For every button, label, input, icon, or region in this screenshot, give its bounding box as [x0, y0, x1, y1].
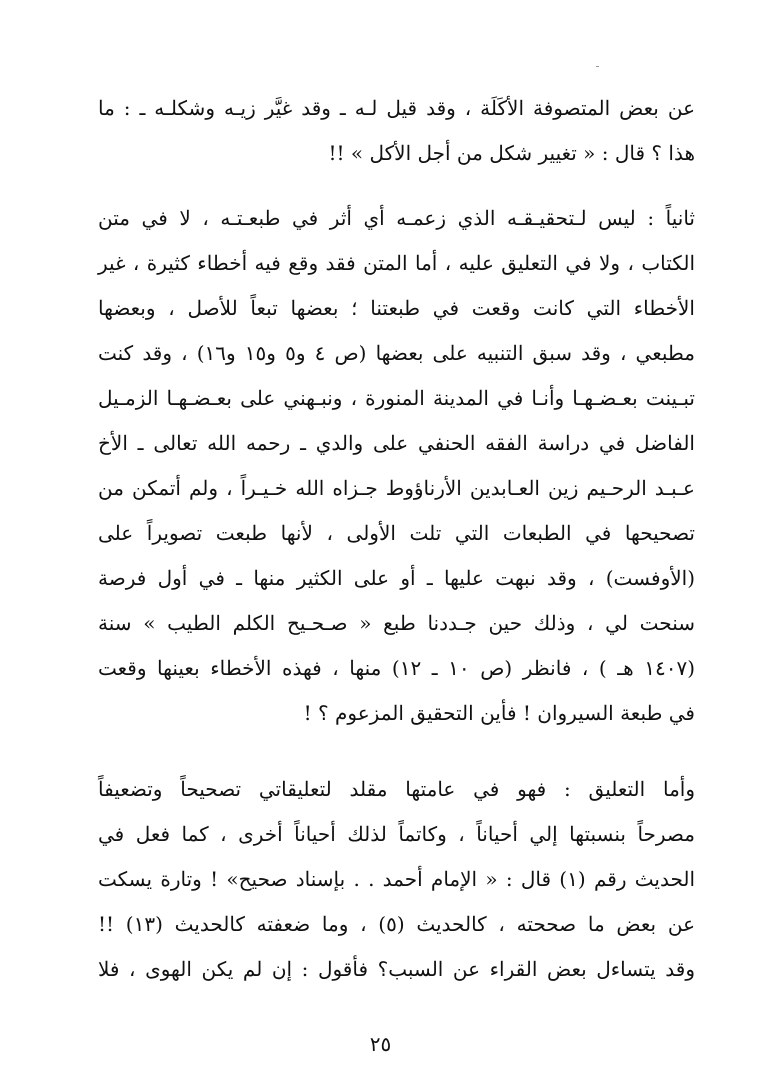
- text-line: سنحت لي ، وذلك حين جـددنا طبع « صـحـيح الكلم الطيب » سنة: [98, 611, 695, 635]
- text-line: عـبـد الرحـيم زين العـابدين الأرناؤوط جـزاه الله خـيـراً ، ولم أتمكن من: [98, 476, 695, 500]
- text-line: مصرحاً بنسبتها إلي أحياناً ، وكاتماً لذلك أحياناً أخرى ، كما فعل في: [98, 822, 695, 846]
- text-line: الفاضل في دراسة الفقه الحنفي على والدي ـ رحمه الله تعالى ـ الأخ: [98, 431, 695, 455]
- paragraph-2: [98, 196, 695, 736]
- text-line: تصحيحها في الطبعات التي تلت الأولى ، لأنها طبعت تصويراً على: [98, 521, 695, 545]
- text-line: الأخطاء التي كانت وقعت في طبعتنا ؛ بعضها تبعاً للأصل ، وبعضها: [98, 296, 695, 320]
- text-line: (الأوفست) ، وقد نبهت عليها ـ أو على الكثير منها ـ في أول فرصة: [98, 566, 695, 590]
- text-line: مطبعي ، وقد سبق التنبيه على بعضها (ص ٤ و٥ و١٥ و١٦) ، وقد كنت: [98, 341, 696, 365]
- text-line: (١٤٠٧ هـ ) ، فانظر (ص ١٠ ـ ١٢) منها ، فهذه الأخطاء بعينها وقعت: [98, 656, 696, 680]
- paragraph-3: [98, 767, 695, 992]
- text-line: تبـينت بعـضـهـا وأنـا في المدينة المنورة ، ونبـهني على بعـضـهـا الزمـيل: [98, 386, 695, 410]
- text-line: عن بعض ما صححته ، كالحديث (٥) ، وما ضعفته كالحديث (١٣) !!: [98, 912, 696, 936]
- text-line: الكتاب ، ولا في التعليق عليه ، أما المتن فقد وقع فيه أخطاء كثيرة ، غير: [98, 251, 695, 275]
- text-line: هذا ؟ قال : « تغيير شكل من أجل الأكل » !!: [328, 141, 695, 165]
- print-speck: [596, 66, 599, 67]
- paragraph-1: [98, 86, 695, 176]
- text-line: ثانياً : ليس لـتحقيـقـه الذي زعمـه أي أثر في طبعـتـه ، لا في متن: [98, 206, 695, 230]
- text-line: في طبعة السيروان ! فأين التحقيق المزعوم ؟ !: [303, 701, 695, 725]
- text-line: عن بعض المتصوفة الأكَلَة ، وقد قيل لـه ـ وقد غيَّر زيـه وشكلـه ـ : ما: [98, 96, 695, 120]
- text-line: وأما التعليق : فهو في عامتها مقلد لتعليقاتي تصحيحاً وتضعيفاً: [98, 777, 695, 801]
- text-line: وقد يتساءل بعض القراء عن السبب؟ فأقول : إن لم يكن الهوى ، فلا: [98, 957, 695, 981]
- text-line: الحديث رقم (١) قال : « الإمام أحمد . . بإسناد صحيح» ! وتارة يسكت: [98, 867, 696, 891]
- page-number: ٢٥: [369, 1032, 392, 1056]
